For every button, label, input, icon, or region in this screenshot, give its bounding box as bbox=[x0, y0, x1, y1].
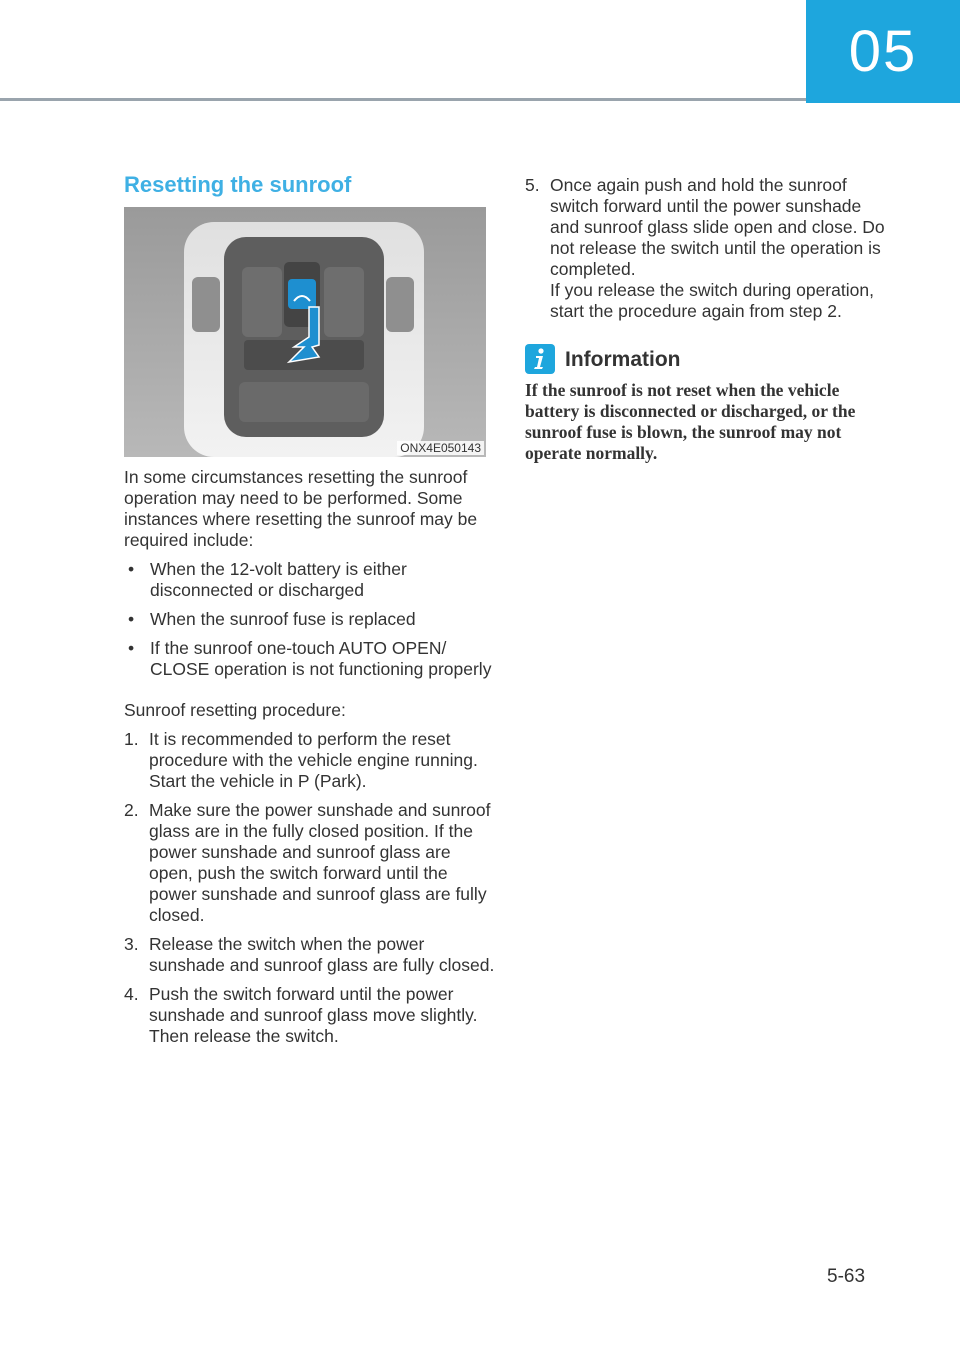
step-number: 5. bbox=[525, 175, 540, 195]
step-number: 2. bbox=[124, 800, 139, 820]
header-rule bbox=[0, 98, 806, 101]
list-item: • When the 12-volt battery is either disconnected or discharged bbox=[124, 559, 496, 601]
chapter-tab: 05 bbox=[806, 0, 960, 103]
step-item bbox=[124, 984, 496, 1047]
step-number: 1. bbox=[124, 729, 139, 749]
right-column bbox=[525, 175, 895, 472]
step-number: 4. bbox=[124, 984, 139, 1004]
intro-paragraph: In some circumstances resetting the sunroof operation may need to be performed. Some instances where resetting the sunroof may be required include: bbox=[124, 467, 478, 550]
conditions-list bbox=[124, 559, 496, 680]
step-item bbox=[124, 729, 496, 792]
step-text: Push the switch forward until the power sunshade and sunroof glass move slightly. Then release the switch. bbox=[149, 984, 478, 1046]
procedure-heading: Sunroof resetting procedure: bbox=[124, 700, 346, 720]
section-title: Resetting the sunroof bbox=[124, 172, 352, 197]
left-column bbox=[124, 467, 496, 1055]
step-text: Release the switch when the power sunshade and sunroof glass are fully closed. bbox=[149, 934, 495, 975]
step-text: It is recommended to perform the reset procedure with the vehicle engine running. Start the vehicle in P (Park). bbox=[149, 729, 478, 791]
step-number: 3. bbox=[124, 934, 139, 954]
page-number: 5-63 bbox=[827, 1266, 866, 1287]
step-text: Make sure the power sunshade and sunroof glass are in the fully closed position. If the power sunshade and sunroof glass are open, push the switch forward until the power sunshade and sunroof glass are fully closed. bbox=[149, 800, 491, 925]
information-box bbox=[525, 344, 895, 464]
procedure-steps bbox=[124, 729, 496, 1047]
overhead-console-illustration bbox=[124, 207, 486, 457]
sunroof-switch-figure bbox=[124, 207, 486, 457]
info-icon bbox=[525, 344, 555, 374]
step-item bbox=[124, 800, 496, 926]
information-header bbox=[525, 344, 895, 374]
list-item: • If the sunroof one-touch AUTO OPEN/ CLOSE operation is not functioning properly bbox=[124, 638, 496, 680]
step-text: Once again push and hold the sunroof switch forward until the power sunshade and sunroof glass slide open and close. Do not release the switch until the operation is completed. If you release the switch during operation, start the procedure again from step 2. bbox=[550, 175, 885, 321]
step-item bbox=[525, 175, 895, 322]
list-item: • When the sunroof fuse is replaced bbox=[124, 609, 496, 630]
figure-code: ONX4E050143 bbox=[397, 441, 484, 455]
procedure-steps-continued bbox=[525, 175, 895, 322]
information-text: If the sunroof is not reset when the vehicle battery is disconnected or discharged, or the sunroof fuse is blown, the sunroof may not operate normally. bbox=[525, 380, 856, 463]
step-item bbox=[124, 934, 496, 976]
information-title: Information bbox=[565, 347, 681, 371]
